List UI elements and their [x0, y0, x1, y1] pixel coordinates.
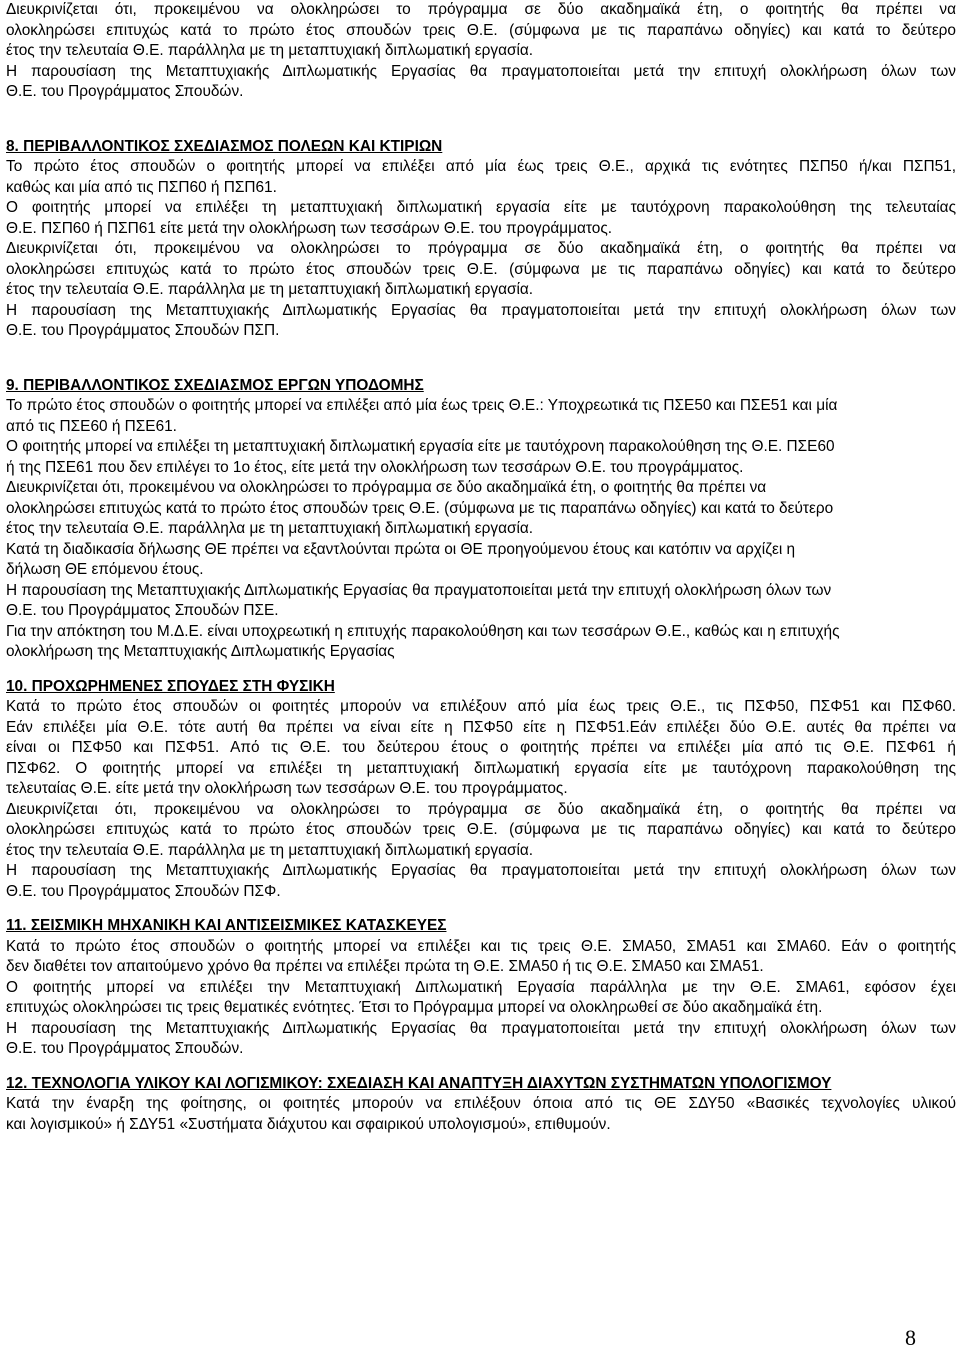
text-line: Θ.Ε. του Προγράμματος Σπουδών ΠΣΠ.: [6, 322, 280, 339]
text-line: ολοκληρώσει επιτυχώς κατά το πρώτο έτος σπουδών τρεις Θ.Ε. (σύμφωνα με τις παραπάνω οδηγίες) και κατά το δεύτερο: [6, 499, 834, 517]
text-line: Ο φοιτητής μπορεί να επιλέξει την Μεταπτυχιακή Διπλωματική Εργασία παράλληλα με την Θ.Ε. ΣΜΑ61, εφόσον έχει: [6, 978, 956, 996]
text-line: Εάν επιλέξει μία Θ.Ε. τότε αυτή θα πρέπει να είναι είτε η ΠΣΦ50 είτε η ΠΣΦ51.Εάν επιλέξει δύο Θ.Ε. αυτές θα πρέπει να: [6, 718, 956, 736]
text-line: είναι οι ΠΣΦ50 και ΠΣΦ51. Από τις Θ.Ε. του δεύτερου έτους ο φοιτητής πρέπει να επιλέξει μία από τις Θ.Ε. ΠΣΦ61 ή: [6, 739, 956, 756]
text-line: τελευταίας Θ.Ε. είτε μετά την ολοκλήρωση των τεσσάρων Θ.Ε. του προγράμματος.: [6, 780, 568, 797]
text-line: Το πρώτο έτος σπουδών ο φοιτητής μπορεί να επιλέξει από μία έως τρεις Θ.Ε.: Υποχρεωτικά τις ΠΣΕ50 και ΠΣΕ51 και μία: [6, 397, 838, 414]
text-line: έτος την τελευταία Θ.Ε. παράλληλα με τη μεταπτυχιακή διπλωματική εργασία.: [6, 42, 534, 59]
text-line: Κατά το πρώτο έτος σπουδών ο φοιτητής μπορεί να επιλέξει και τις τρεις Θ.Ε. ΣΜΑ50, ΣΜΑ51 και ΣΜΑ60. Εάν ο φοιτητής: [6, 937, 956, 955]
text-line: έτος την τελευταία Θ.Ε. παράλληλα με τη μεταπτυχιακή διπλωματική εργασία.: [6, 841, 534, 859]
text-line: Ο φοιτητής μπορεί να επιλέξει τη μεταπτυχιακή διπλωματική εργασία είτε με ταυτόχρονη παρακολούθηση της τελευταίας: [6, 199, 956, 216]
text-line: Θ.Ε. ΠΣΠ60 ή ΠΣΠ61 είτε μετά την ολοκλήρωση των τεσσάρων Θ.Ε. του προγράμματος.: [6, 219, 613, 237]
text-line: ΠΣΦ62. Ο φοιτητής μπορεί να επιλέξει τη μεταπτυχιακή διπλωματική εργασία είτε με ταυτόχρονη παρακολούθηση της: [6, 759, 956, 777]
text-line: Η παρουσίαση της Μεταπτυχιακής Διπλωματικής Εργασίας θα πραγματοποιείται μετά την επιτυχή ολοκλήρωση όλων των: [6, 1019, 956, 1037]
section-heading: 12. ΤΕΧΝΟΛΟΓΙΑ ΥΛΙΚΟΥ ΚΑΙ ΛΟΓΙΣΜΙΚΟΥ: ΣΧΕΔΙΑΣΗ ΚΑΙ ΑΝΑΠΤΥΞΗ ΔΙΑΧΥΤΩΝ ΣΥΣΤΗΜΑΤΩΝ ΥΠΟΛΟΓΙΣΜΟΥ: [6, 1074, 832, 1092]
section-9: [6, 376, 956, 663]
text-line: Κατά τη διαδικασία δήλωσης ΘΕ πρέπει να εξαντλούνται πρώτα οι ΘΕ προηγούμενου έτους και κατόπιν να αρχίζει η: [6, 540, 796, 558]
text-line: Ο φοιτητής μπορεί να επιλέξει τη μεταπτυχιακή διπλωματική εργασία είτε με ταυτόχρονη παρακολούθηση της Θ.Ε. ΠΣΕ60: [6, 438, 835, 455]
page-number: 8: [905, 1325, 916, 1350]
text-line: Η παρουσίαση της Μεταπτυχιακής Διπλωματικής Εργασίας θα πραγματοποιείται μετά την επιτυχή ολοκλήρωση όλων των: [6, 301, 956, 319]
text-line: Το πρώτο έτος σπουδών ο φοιτητής μπορεί να επιλέξει από μία έως τρεις Θ.Ε., αρχικά τις ενότητες ΠΣΠ50 ή/και ΠΣΠ51,: [6, 158, 956, 175]
text-line: Θ.Ε. του Προγράμματος Σπουδών.: [6, 1040, 244, 1057]
section-heading: 8. ΠΕΡΙΒΑΛΛΟΝΤΙΚΟΣ ΣΧΕΔΙΑΣΜΟΣ ΠΟΛΕΩΝ ΚΑΙ ΚΤΙΡΙΩΝ: [6, 137, 443, 155]
text-line: Κατά το πρώτο έτος σπουδών οι φοιτητές μπορούν να επιλέξουν από μία έως τρεις Θ.Ε., τις ΠΣΦ50, ΠΣΦ51 και ΠΣΦ60.: [6, 698, 956, 715]
text-line: Διευκρινίζεται ότι, προκειμένου να ολοκληρώσει το πρόγραμμα σε δύο ακαδημαϊκά έτη, ο φοιτητής θα πρέπει να: [6, 800, 956, 818]
intro-paragraph: [6, 0, 956, 103]
text-line: ολοκληρώσει επιτυχώς κατά το πρώτο έτος σπουδών τρεις Θ.Ε. (σύμφωνα με τις παραπάνω οδηγίες) και κατά το δεύτερο: [6, 21, 956, 39]
section-heading: 10. ΠΡΟΧΩΡΗΜΕΝΕΣ ΣΠΟΥΔΕΣ ΣΤΗ ΦΥΣΙΚΗ: [6, 677, 335, 695]
text-line: ολοκληρώσει επιτυχώς κατά το πρώτο έτος σπουδών τρεις Θ.Ε. (σύμφωνα με τις παραπάνω οδηγίες) και κατά το δεύτερο: [6, 260, 956, 278]
text-line: Η παρουσίαση της Μεταπτυχιακής Διπλωματικής Εργασίας θα πραγματοποιείται μετά την επιτυχή ολοκλήρωση όλων των: [6, 862, 956, 879]
text-line: Διευκρινίζεται ότι, προκειμένου να ολοκληρώσει το πρόγραμμα σε δύο ακαδημαϊκά έτη, ο φοιτητής θα πρέπει να: [6, 1, 956, 18]
section-12: [6, 1074, 956, 1136]
text-line: έτος την τελευταία Θ.Ε. παράλληλα με τη μεταπτυχιακή διπλωματική εργασία.: [6, 520, 534, 537]
text-line: Η παρουσίαση της Μεταπτυχιακής Διπλωματικής Εργασίας θα πραγματοποιείται μετά την επιτυχή ολοκλήρωση όλων των: [6, 62, 956, 80]
text-line: δήλωση ΘΕ επόμενου έτους.: [6, 561, 204, 578]
text-line: έτος την τελευταία Θ.Ε. παράλληλα με τη μεταπτυχιακή διπλωματική εργασία.: [6, 281, 534, 298]
text-line: και λογισμικού» ή ΣΔΥ51 «Συστήματα διάχυτου και σφαιρικού υπολογισμού», επιθυμούν.: [6, 1115, 611, 1133]
text-line: ή της ΠΣΕ61 που δεν επιλέγει το 1ο έτος, είτε μετά την ολοκλήρωση των τεσσάρων Θ.Ε. του προγράμματος.: [6, 458, 744, 476]
section-8: [6, 137, 956, 342]
text-line: δεν διαθέτει τον απαιτούμενο χρόνο θα πρέπει να επιλέξει πρώτα τη Θ.Ε. ΣΜΑ50 ή τις Θ.Ε. ΣΜΑ50 και ΣΜΑ51.: [6, 958, 764, 975]
text-line: Θ.Ε. του Προγράμματος Σπουδών ΠΣΦ.: [6, 882, 281, 900]
text-line: Για την απόκτηση του Μ.Δ.Ε. είναι υποχρεωτική η επιτυχής παρακολούθηση και των τεσσάρων Θ.Ε., καθώς και η επιτυχής: [6, 622, 840, 640]
text-line: Η παρουσίαση της Μεταπτυχιακής Διπλωματικής Εργασίας θα πραγματοποιείται μετά την επιτυχή ολοκλήρωση όλων των: [6, 581, 832, 599]
text-line: ολοκλήρωση της Μεταπτυχιακής Διπλωματικής Εργασίας: [6, 643, 395, 660]
section-heading: 9. ΠΕΡΙΒΑΛΛΟΝΤΙΚΟΣ ΣΧΕΔΙΑΣΜΟΣ ΕΡΓΩΝ ΥΠΟΔΟΜΗΣ: [6, 376, 424, 394]
section-heading: 11. ΣΕΙΣΜΙΚΗ ΜΗΧΑΝΙΚΗ ΚΑΙ ΑΝΤΙΣΕΙΣΜΙΚΕΣ ΚΑΤΑΣΚΕΥΕΣ: [6, 917, 447, 934]
text-line: από τις ΠΣΕ60 ή ΠΣΕ61.: [6, 417, 177, 435]
section-10: [6, 677, 956, 903]
text-line: Θ.Ε. του Προγράμματος Σπουδών.: [6, 83, 244, 100]
section-11: [6, 916, 956, 1060]
document-page: [6, 0, 956, 1135]
text-line: επιτυχώς ολοκληρώσει τις τρεις θεματικές ενότητες. Έτσι το Πρόγραμμα μπορεί να ολοκληρωθεί σε δύο ακαδημαϊκά έτη.: [6, 999, 823, 1016]
text-line: ολοκληρώσει επιτυχώς κατά το πρώτο έτος σπουδών τρεις Θ.Ε. (σύμφωνα με τις παραπάνω οδηγίες) και κατά το δεύτερο: [6, 821, 956, 838]
text-line: Διευκρινίζεται ότι, προκειμένου να ολοκληρώσει το πρόγραμμα σε δύο ακαδημαϊκά έτη, ο φοιτητής θα πρέπει να: [6, 479, 767, 496]
text-line: Διευκρινίζεται ότι, προκειμένου να ολοκληρώσει το πρόγραμμα σε δύο ακαδημαϊκά έτη, ο φοιτητής θα πρέπει να: [6, 240, 956, 257]
text-line: Κατά την έναρξη της φοίτησης, οι φοιτητές μπορούν να επιλέξουν όποια από τις ΘΕ ΣΔΥ50 «Βασικές τεχνολογίες υλικού: [6, 1095, 956, 1112]
text-line: καθώς και μία από τις ΠΣΠ60 ή ΠΣΠ61.: [6, 178, 277, 196]
text-line: Θ.Ε. του Προγράμματος Σπουδών ΠΣΕ.: [6, 602, 279, 619]
